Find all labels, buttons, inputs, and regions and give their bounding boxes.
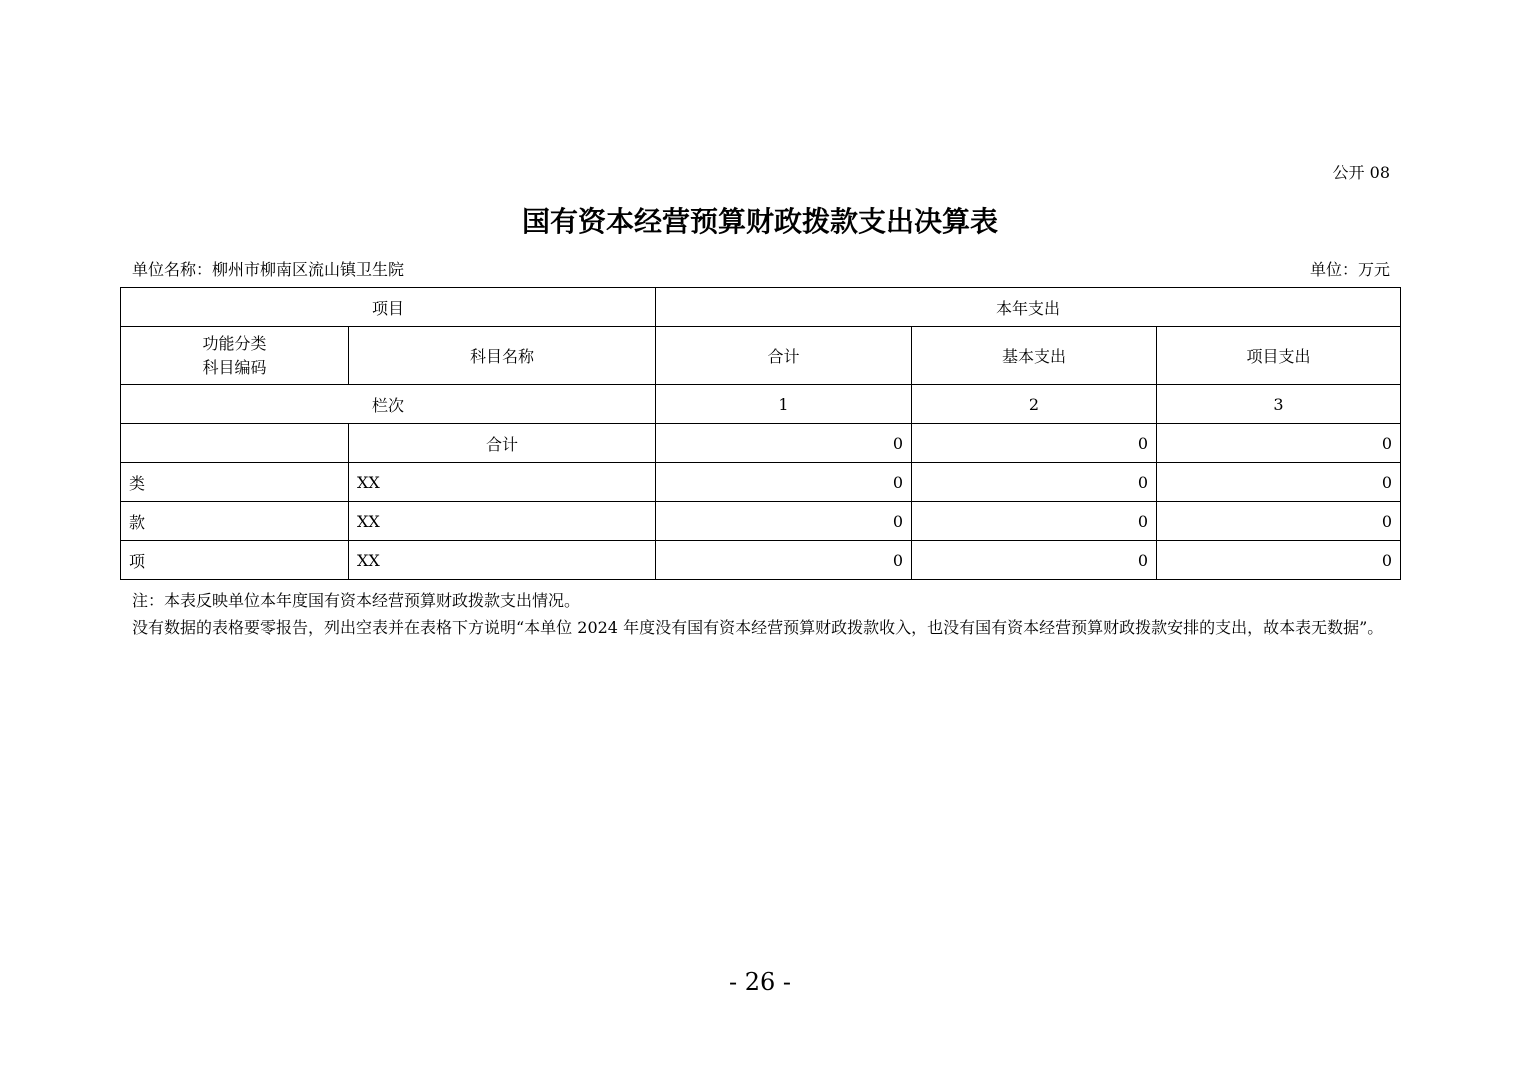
column-index-row (121, 385, 1401, 424)
row-basic: 0 (912, 463, 1157, 502)
row-code (121, 424, 349, 463)
row-name: XX (349, 541, 656, 580)
table-row (121, 424, 1401, 463)
document-code: 公开 08 (1332, 163, 1390, 182)
row-name: XX (349, 502, 656, 541)
col-index-label: 栏次 (121, 385, 656, 424)
row-total: 0 (656, 463, 912, 502)
row-basic: 0 (912, 424, 1157, 463)
row-project: 0 (1157, 541, 1401, 580)
row-basic: 0 (912, 502, 1157, 541)
col-index-3: 3 (1157, 385, 1401, 424)
row-project: 0 (1157, 424, 1401, 463)
page-title: 国有资本经营预算财政拨款支出决算表 (521, 205, 998, 238)
row-total: 0 (656, 541, 912, 580)
header-row-2 (121, 327, 1401, 385)
header-row-1 (121, 288, 1401, 327)
expense-table (120, 287, 1401, 580)
row-code: 款 (121, 502, 349, 541)
row-basic: 0 (912, 541, 1157, 580)
note-line-2: 没有数据的表格要零报告，列出空表并在表格下方说明“本单位 2024 年度没有国有资本经营预算财政拨款收入，也没有国有资本经营预算财政拨款安排的支出，故本表无数据”。 (132, 618, 1384, 637)
unit-name: 单位名称：柳州市柳南区流山镇卫生院 (132, 260, 405, 279)
header-year-expense: 本年支出 (656, 288, 1401, 327)
col-index-1: 1 (656, 385, 912, 424)
row-name: XX (349, 463, 656, 502)
col-basic-header: 基本支出 (912, 327, 1157, 385)
page-number: - 26 - (728, 968, 791, 996)
row-code: 项 (121, 541, 349, 580)
row-name: 合计 (349, 424, 656, 463)
col-code-header: 功能分类 科目编码 (121, 327, 349, 385)
header-project: 项目 (121, 288, 656, 327)
row-total: 0 (656, 502, 912, 541)
col-project-header: 项目支出 (1157, 327, 1401, 385)
row-project: 0 (1157, 463, 1401, 502)
col-name-header: 科目名称 (349, 327, 656, 385)
col-index-2: 2 (912, 385, 1157, 424)
note-line-1: 注：本表反映单位本年度国有资本经营预算财政拨款支出情况。 (132, 591, 581, 610)
table-notes (132, 587, 1394, 641)
unit-label: 单位：万元 (1309, 260, 1390, 279)
table-row (121, 463, 1401, 502)
row-code: 类 (121, 463, 349, 502)
row-project: 0 (1157, 502, 1401, 541)
row-total: 0 (656, 424, 912, 463)
table-row (121, 541, 1401, 580)
table-row (121, 502, 1401, 541)
col-total-header: 合计 (656, 327, 912, 385)
